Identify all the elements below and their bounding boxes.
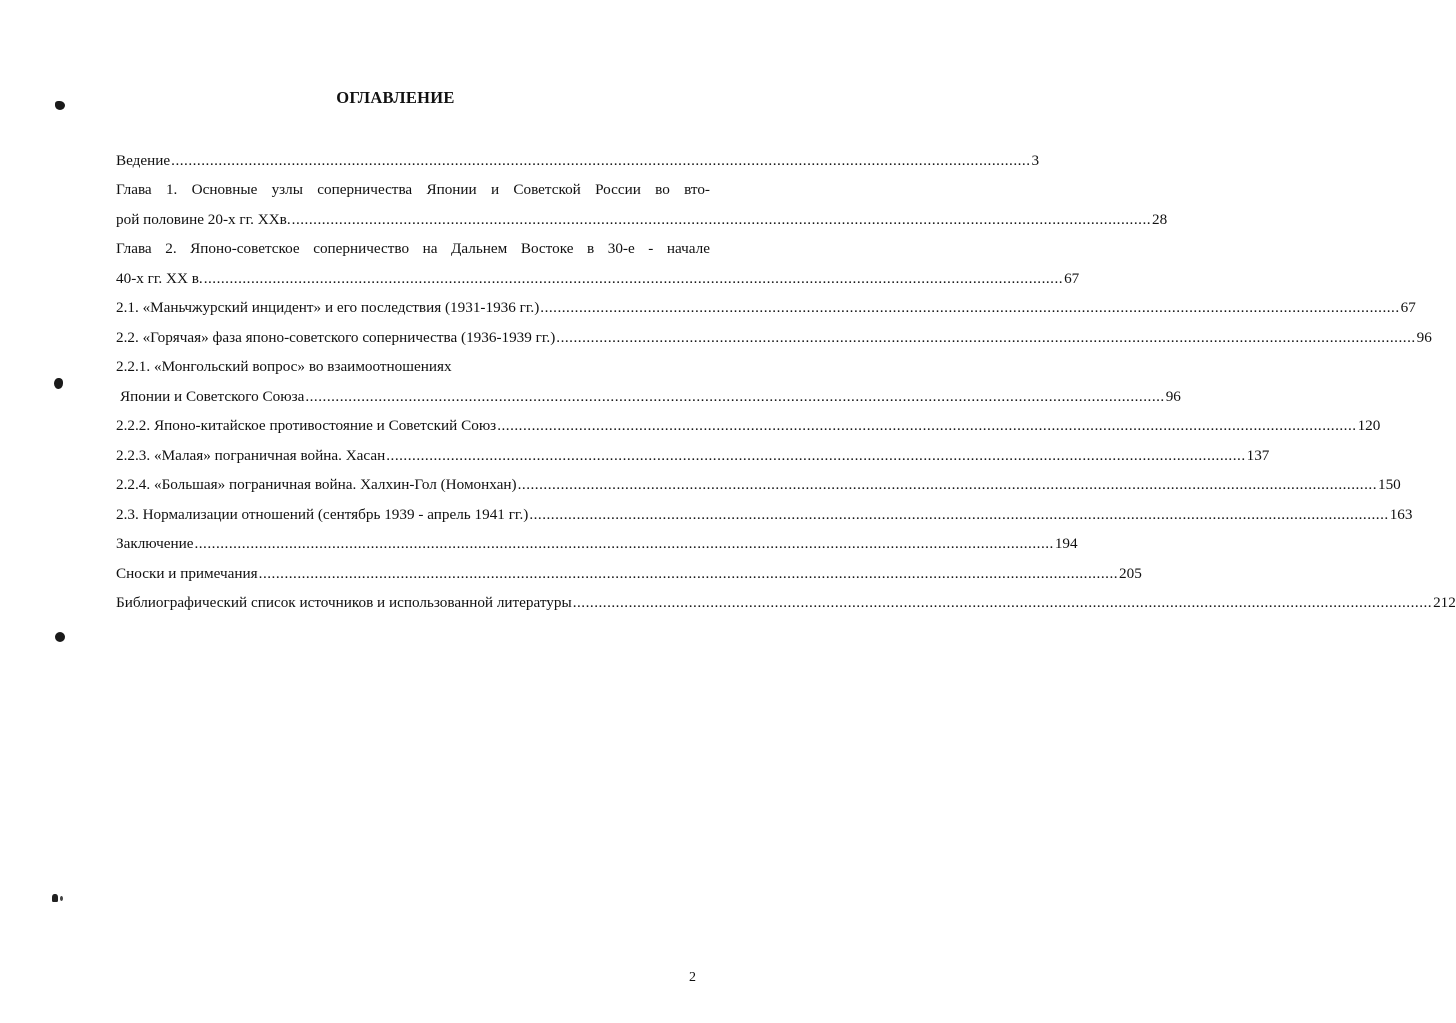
- toc-leader-dots: ........................................................................................................................................................................................................: [291, 210, 1152, 228]
- scan-speck-mark: [55, 632, 65, 642]
- toc-entry-section-2-2-1-line-1: [116, 353, 710, 383]
- toc-entry-conclusion: [116, 530, 1078, 560]
- toc-entry-text: рой половине 20-х гг. ХХв.: [116, 210, 291, 228]
- toc-entry-text: Ведение: [116, 151, 171, 169]
- toc-leader-dots: ........................................................................................................................................................................................................: [497, 417, 1357, 435]
- toc-entry-section-2-2-2: [116, 412, 1381, 442]
- toc-entry-text: 2.2.1. «Монгольский вопрос» во взаимоотношениях: [116, 358, 452, 376]
- toc-entry-page: 212: [1433, 594, 1456, 612]
- scan-speck-mark: [55, 101, 65, 110]
- toc-entry-page: 67: [1400, 299, 1416, 317]
- toc-entry-section-2-2-3: [116, 441, 1270, 471]
- toc-entry-bibliography: [116, 589, 1456, 619]
- toc-entry-text: Библиографический список источников и использованной литературы: [116, 594, 572, 612]
- toc-entry-text: Глава 1. Основные узлы соперничества Японии и Советской России во вто-: [116, 181, 710, 199]
- toc-entry-chapter-1-line-2: [116, 205, 1168, 235]
- toc-entry-text: Глава 2. Японо-советское соперничество на Дальнем Востоке в 30-е - начале: [116, 240, 710, 258]
- toc-entry-text: 2.2.2. Японо-китайское противостояние и Советский Союз: [116, 417, 497, 435]
- toc-entry-text: Заключение: [116, 535, 194, 553]
- toc-entry-section-2-3: [116, 500, 1413, 530]
- toc-entry-text: 2.3. Нормализации отношений (сентябрь 1939 - апрель 1941 гг.): [116, 505, 529, 523]
- toc-leader-dots: ........................................................................................................................................................................................................: [203, 269, 1064, 287]
- toc-leader-dots: ........................................................................................................................................................................................................: [194, 535, 1054, 553]
- toc-entry-page: 163: [1389, 505, 1413, 523]
- toc-leader-dots: ........................................................................................................................................................................................................: [517, 476, 1377, 494]
- toc-entry-page: 96: [1165, 387, 1181, 405]
- toc-entry-text: Сноски и примечания: [116, 564, 258, 582]
- toc-entry-text: 2.2. «Горячая» фаза японо-советского соперничества (1936-1939 гг.): [116, 328, 556, 346]
- toc-leader-dots: ........................................................................................................................................................................................................: [529, 505, 1389, 523]
- toc-entry-page: 137: [1246, 446, 1270, 464]
- toc-leader-dots: ........................................................................................................................................................................................................: [386, 446, 1246, 464]
- toc-leader-dots: ........................................................................................................................................................................................................: [305, 387, 1165, 405]
- toc-entry-notes: [116, 559, 1142, 589]
- toc-entry-text: 40-х гг. XX в.: [116, 269, 203, 287]
- toc-entry-section-2-1: [116, 294, 1416, 324]
- toc-entry-chapter-2-line-2: [116, 264, 1080, 294]
- toc-leader-dots: ........................................................................................................................................................................................................: [540, 299, 1400, 317]
- scan-speck-mark: [52, 893, 63, 903]
- toc-entry-section-2-2-1-line-2: [116, 382, 1181, 412]
- toc-entry-text: Японии и Советского Союза: [120, 387, 305, 405]
- toc-entry-introduction: [116, 146, 1040, 176]
- toc-leader-dots: ........................................................................................................................................................................................................: [258, 564, 1119, 582]
- toc-entry-page: 120: [1357, 417, 1381, 435]
- table-of-contents: [116, 146, 1456, 618]
- toc-entry-page: 67: [1064, 269, 1080, 287]
- toc-entry-text: 2.2.3. «Малая» пограничная война. Хасан: [116, 446, 386, 464]
- toc-entry-text: 2.1. «Маньчжурский инцидент» и его последствия (1931-1936 гг.): [116, 299, 540, 317]
- toc-entry-page: 96: [1416, 328, 1432, 346]
- toc-entry-text: 2.2.4. «Большая» пограничная война. Халхин-Гол (Номонхан): [116, 476, 517, 494]
- toc-entry-page: 28: [1152, 210, 1168, 228]
- toc-entry-page: 205: [1119, 564, 1142, 582]
- toc-entry-chapter-1-line-1: [116, 176, 710, 206]
- toc-leader-dots: ........................................................................................................................................................................................................: [171, 151, 1031, 169]
- toc-entry-page: 150: [1377, 476, 1401, 494]
- toc-entry-section-2-2-4: [116, 471, 1401, 501]
- page-title: ОГЛАВЛЕНИЕ: [336, 88, 455, 107]
- scan-speck-mark: [54, 378, 63, 389]
- toc-entry-chapter-2-line-1: [116, 235, 710, 265]
- toc-entry-section-2-2: [116, 323, 1432, 353]
- toc-entry-page: 3: [1031, 151, 1040, 169]
- toc-entry-page: 194: [1054, 535, 1078, 553]
- page-number: 2: [689, 970, 696, 985]
- toc-leader-dots: ........................................................................................................................................................................................................: [572, 594, 1433, 612]
- toc-leader-dots: ........................................................................................................................................................................................................: [556, 328, 1416, 346]
